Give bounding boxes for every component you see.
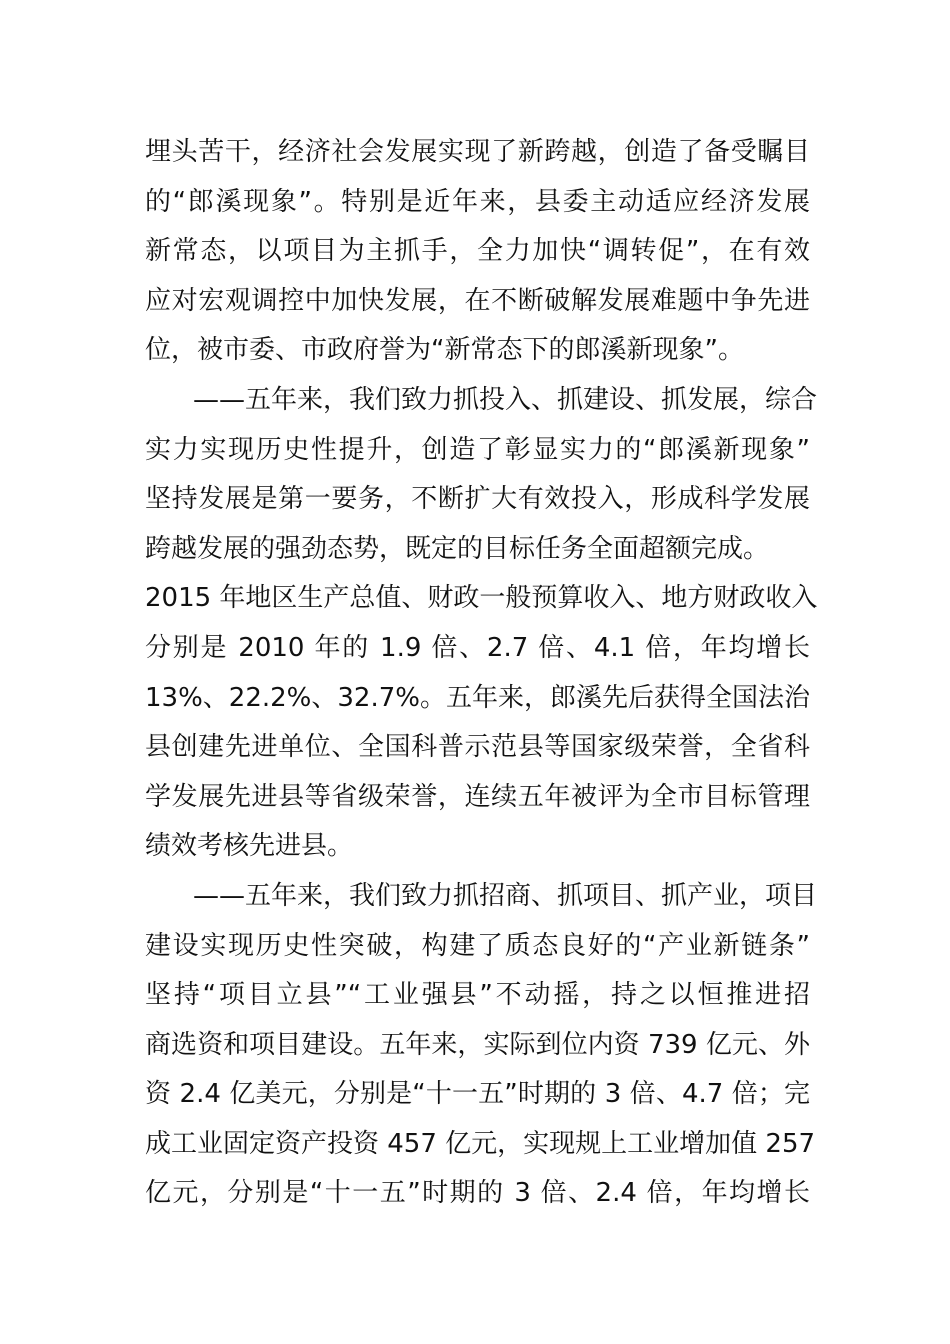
text-line: 坚持发展是第一要务，不断扩大有效投入，形成科学发展: [145, 484, 810, 515]
text-line: 实力实现历史性提升，创造了彰显实力的“郎溪新现象”: [145, 434, 810, 465]
text-line: 坚持“项目立县”“工业强县”不动摇，持之以恒推进招: [145, 980, 810, 1011]
text-line: 2015 年地区生产总值、财政一般预算收入、地方财政收入: [145, 583, 818, 614]
body-text: [145, 128, 818, 1219]
text-line: 新常态，以项目为主抓手，全力加快“调转促”，在有效: [145, 236, 810, 267]
text-line: 埋头苦干，经济社会发展实现了新跨越，创造了备受瞩目: [145, 137, 810, 167]
text-line: 资 2.4 亿美元，分别是“十一五”时期的 3 倍、4.7 倍；完: [145, 1079, 810, 1110]
text-line: 商选资和项目建设。五年来，实际到位内资 739 亿元、外: [145, 1029, 810, 1060]
text-line: 学发展先进县等省级荣誉，连续五年被评为全市目标管理: [145, 781, 810, 812]
text-line: 县创建先进单位、全国科普示范县等国家级荣誉，全省科: [145, 732, 810, 763]
text-line: 13%、22.2%、32.7%。五年来，郎溪先后获得全国法治: [145, 682, 810, 713]
text-line: 绩效考核先进县。: [145, 831, 354, 862]
text-line: 位，被市委、市政府誉为“新常态下的郎溪新现象”。: [145, 335, 744, 366]
paragraph-start-line: ——五年来，我们致力抓招商、抓项目、抓产业，项目: [193, 880, 818, 911]
text-line: 亿元，分别是“十一五”时期的 3 倍、2.4 倍，年均增长: [145, 1178, 810, 1209]
text-line: 应对宏观调控中加快发展，在不断破解发展难题中争先进: [145, 285, 810, 316]
text-line: 的“郎溪现象”。特别是近年来，县委主动适应经济发展: [145, 186, 810, 217]
paragraph-start-line: ——五年来，我们致力抓投入、抓建设、抓发展，综合: [193, 384, 818, 415]
text-line: 建设实现历史性突破，构建了质态良好的“产业新链条”: [145, 930, 810, 961]
text-line: 成工业固定资产投资 457 亿元，实现规上工业增加值 257: [145, 1128, 816, 1159]
text-line: 跨越发展的强劲态势，既定的目标任务全面超额完成。: [145, 533, 770, 564]
text-line: 分别是 2010 年的 1.9 倍、2.7 倍、4.1 倍，年均增长: [145, 632, 810, 663]
